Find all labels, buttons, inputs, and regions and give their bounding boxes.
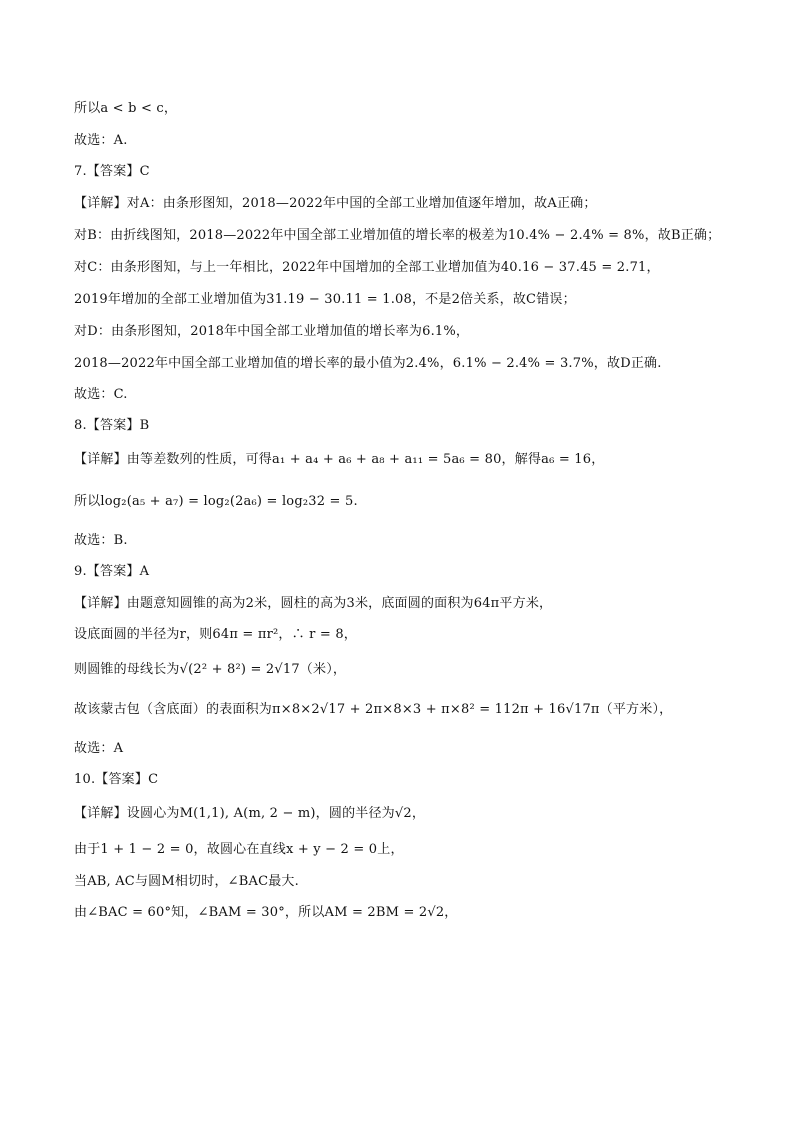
text-line-23: 由于1 + 1 − 2 = 0，故圆心在直线x + y − 2 = 0上， xyxy=(74,842,404,857)
text-line-17: 设底面圆的半径为r，则64π = πr²，∴ r = 8， xyxy=(74,627,358,642)
text-line-24: 当AB, AC与圆M相切时，∠BAC最大. xyxy=(74,874,299,889)
answer-heading-9: 9.【答案】A xyxy=(74,564,150,579)
answer-heading-10: 10.【答案】C xyxy=(74,772,159,787)
text-line-25: 由∠BAC = 60°知，∠BAM = 30°，所以AM = 2BM = 2√2， xyxy=(74,905,458,920)
text-line-20: 故选：A xyxy=(74,741,124,756)
text-line-5: 对B：由折线图知，2018—2022年中国全部工业增加值的增长率的极差为10.4% − 2.4% = 8%，故B正确； xyxy=(74,228,721,243)
text-line-14: 故选：B. xyxy=(74,533,128,548)
text-line-6: 对C：由条形图知，与上一年相比，2022年中国增加的全部工业增加值为40.16 − 37.45 = 2.71， xyxy=(74,260,660,275)
text-line-2: 故选：A. xyxy=(74,133,128,148)
text-line-10: 故选：C. xyxy=(74,387,128,402)
text-line-13: 所以log₂(a₅ + a₇) = log₂(2a₆) = log₂32 = 5. xyxy=(74,494,358,509)
answer-heading-7: 7.【答案】C xyxy=(74,164,150,179)
text-line-16: 【详解】由题意知圆锥的高为2米，圆柱的高为3米，底面圆的面积为64π平方米， xyxy=(74,596,553,611)
text-line-4: 【详解】对A：由条形图知，2018—2022年中国的全部工业增加值逐年增加，故A正确； xyxy=(74,196,597,211)
text-line-9: 2018—2022年中国全部工业增加值的增长率的最小值为2.4%，6.1% − 2.4% = 3.7%，故D正确. xyxy=(74,356,662,371)
text-line-19: 故该蒙古包（含底面）的表面积为π×8×2√17 + 2π×8×3 + π×8² = 112π + 16√17π（平方米）， xyxy=(74,702,673,717)
text-line-18: 则圆锥的母线长为√(2² + 8²) = 2√17（米）， xyxy=(74,662,347,677)
text-line-1: 所以a < b < c， xyxy=(74,101,178,116)
text-line-7: 2019年增加的全部工业增加值为31.19 − 30.11 = 1.08，不是2倍关系，故C错误； xyxy=(74,292,576,307)
text-line-8: 对D：由条形图知，2018年中国全部工业增加值的增长率为6.1%， xyxy=(74,324,470,339)
text-line-12: 【详解】由等差数列的性质，可得a₁ + a₄ + a₆ + a₈ + a₁₁ = 5a₆ = 80，解得a₆ = 16， xyxy=(74,452,605,467)
text-line-22: 【详解】设圆心为M(1,1), A(m, 2 − m)，圆的半径为√2， xyxy=(74,806,426,821)
answer-heading-8: 8.【答案】B xyxy=(74,418,150,433)
